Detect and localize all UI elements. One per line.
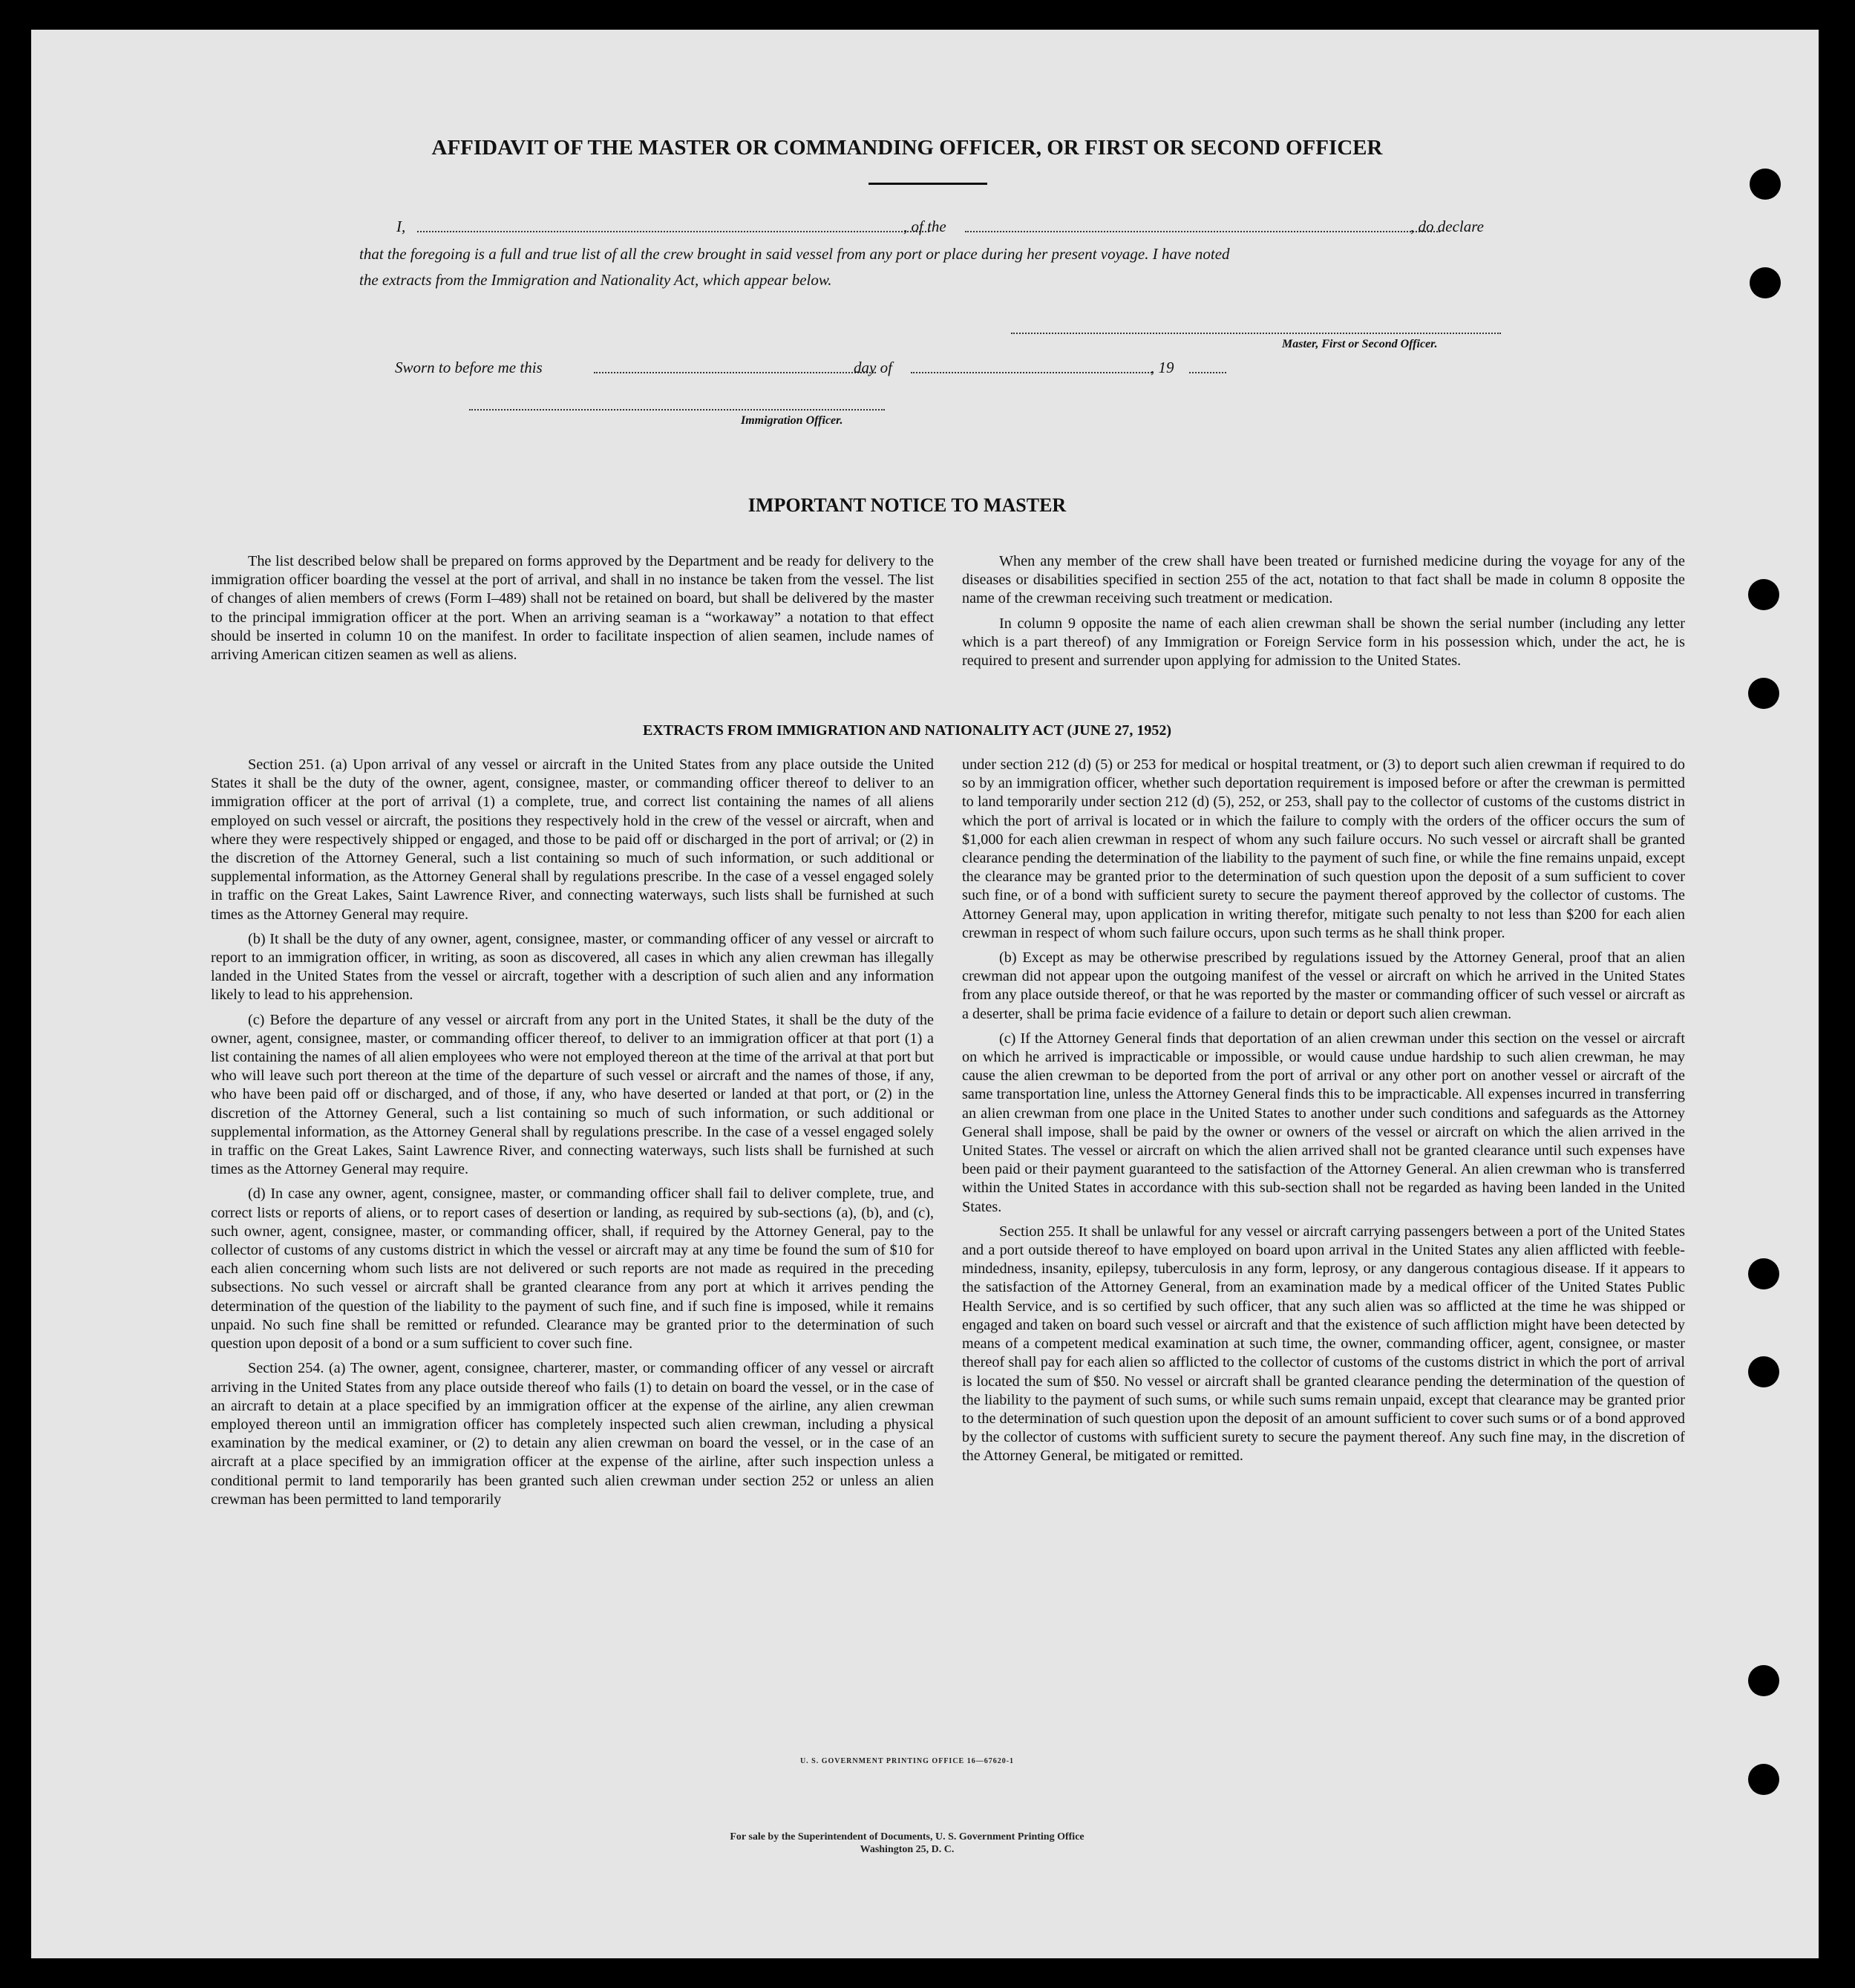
act-paragraph: (d) In case any owner, agent, consignee, master, or commanding officer shall fail to deliver complete, true, and correct lists or reports of aliens, or to report cases of desertion or landing, as required by sub-sections (a), (b), and (c), such owner, agent, consignee, master, or commanding officer, shall, if required by the Attorney General, pay to the collector of customs of any customs district in which the vessel or aircraft may at any time be found the sum of $10 for each alien concerning whom such lists are not delivered or such reports are not made as required in the preceding subsections. No such vessel or aircraft shall be granted clearance from any port at which it arrives pending the determination of the question of the liability to the payment of such fine, and if such fine is imposed, while it remains unpaid. No such fine shall be remitted or refunded. Clearance may be granted prior to the determination of such question upon deposit of a bond or a sum sufficient to cover such fine. xyxy=(211,1186,934,1353)
act-paragraph: Section 254. (a) The owner, agent, consignee, charterer, master, or commanding officer of any vessel or aircraft arriving in the United States from any place outside thereof who fails (1) to detain on board the vessel, or in the case of an aircraft to detain at a place specified by an immigration officer at the expense of the airline, any alien crewman employed thereon until an immigration officer has completely inspected such alien crewman, including a physical examination by the medical examiner, or (2) to detain any alien crewman on board the vessel, or in the case of an aircraft at a place specified by an immigration officer at the expense of the airline, after such inspection unless a conditional permit to land temporarily has been granted such alien crewman under section 252 or unless an alien crewman has been permitted to land temporarily xyxy=(211,1360,934,1508)
binder-hole xyxy=(1748,579,1779,610)
title-rule xyxy=(868,183,987,185)
binder-hole xyxy=(1748,678,1779,709)
notice-paragraph: The list described below shall be prepared on forms approved by the Department and be ready for delivery to the immigration officer boarding the vessel at the port of arrival, and shall in no instance be taken from the vessel. The list of changes of alien members of crews (Form I–489) shall not be retained on board, but shall be delivered by the master to the principal immigration officer at the port. When an arriving seaman is a “workaway” a notation to that effect should be inserted in column 10 on the manifest. In order to facilitate inspection of alien seamen, include names of arriving American citizen seamen as well as aliens. xyxy=(211,553,934,664)
act-paragraph: (b) It shall be the duty of any owner, agent, consignee, master, or commanding officer of any vessel or aircraft to report to an immigration officer, in writing, as soon as discovered, all cases in which any alien crewman has illegally landed in the United States from the vessel or aircraft, together with a description of such alien and any information likely to lead to his apprehension. xyxy=(211,930,934,1004)
binder-hole xyxy=(1750,169,1781,200)
vessel-name-field[interactable] xyxy=(965,231,1440,232)
of-the-label: , of the xyxy=(903,218,946,235)
notice-left-column xyxy=(211,552,934,670)
act-paragraph: Section 251. (a) Upon arrival of any vessel or aircraft in the United States from any place outside the United States it shall be the duty of the owner, agent, consignee, master, or commanding officer thereof to deliver to an immigration officer at the port of arrival (1) a complete, true, and correct list containing the names of all aliens employed on such vessel or aircraft, the positions they respectively hold in the crew of the vessel or aircraft, when and where they were respectively shipped or engaged, and those to be paid off or discharged in the port of arrival; or (2) in the discretion of the Attorney General, such a list containing so much of such information, or such additional or supplemental information, as the Attorney General shall by regulations prescribe. In the case of a vessel engaged solely in traffic on the Great Lakes, Saint Lawrence River, and connecting waterways, such lists shall be furnished at such times as the Attorney General may require. xyxy=(211,756,934,923)
extracts-right-column xyxy=(962,756,1685,1472)
binder-hole xyxy=(1748,1764,1779,1795)
sworn-year-field[interactable] xyxy=(1189,372,1226,373)
binder-hole xyxy=(1750,267,1781,298)
printing-office-imprint: U. S. GOVERNMENT PRINTING OFFICE 16—67620-1 xyxy=(799,1757,1015,1765)
act-paragraph: (b) Except as may be otherwise prescribed by regulations issued by the Attorney General, proof that an alien crewman did not appear upon the outgoing manifest of the vessel or aircraft on which he arrived in the United States from any place outside thereof, or that he was reported by the master or commanding officer of such vessel or aircraft as a deserter, shall be prima facie evidence of a failure to detain or deport such alien crewman. xyxy=(962,949,1685,1022)
document-page xyxy=(31,30,1819,1958)
extracts-title: EXTRACTS FROM IMMIGRATION AND NATIONALITY ACT (JUNE 27, 1952) xyxy=(642,722,1172,739)
sworn-label: Sworn to before me this xyxy=(395,359,543,376)
notice-paragraph: In column 9 opposite the name of each alien crewman shall be shown the serial number (including any letter which is a part thereof) of any Immigration or Foreign Service form in his possession which, under the act, he is required to present and surrender upon applying for admission to the United States. xyxy=(962,615,1685,670)
officer-signature-label: Immigration Officer. xyxy=(741,414,843,427)
binder-hole xyxy=(1748,1356,1779,1387)
sworn-month-field[interactable] xyxy=(911,372,1152,373)
declaration-line-2: the extracts from the Immigration and Nationality Act, which appear below. xyxy=(359,271,832,289)
declarant-label: I, xyxy=(396,218,406,235)
affidavit-title: AFFIDAVIT OF THE MASTER OR COMMANDING OFFICER, OR FIRST OR SECOND OFFICER xyxy=(431,136,1383,160)
declarant-name-field[interactable] xyxy=(417,231,929,232)
sale-notice-line-1: For sale by the Superintendent of Documents, U. S. Government Printing Office xyxy=(730,1831,1084,1843)
notice-right-column xyxy=(962,552,1685,676)
binder-hole xyxy=(1748,1665,1779,1696)
act-paragraph: under section 212 (d) (5) or 253 for medical or hospital treatment, or (3) to deport such alien crewman if required to do so by an immigration officer, whether such deportation requirement is imposed before or after the crewman is permitted to land temporarily under section 212 (d) (5), 252, or 253, shall pay to the collector of customs of the customs district in which the port of arrival is located or in which the failure to comply with the orders of the officer occurs the sum of $1,000 for each alien crewman in respect of whom any such failure occurs. No such vessel or aircraft shall be granted clearance pending the determination of the liability to the payment of such fine, or while the fine remains unpaid, except the clearance may be granted prior to the determination of such question upon the deposit of a sum sufficient to cover such fine, or of a bond with sufficient surety to secure the payment thereof approved by the collector of customs. The Attorney General may, upon application in writing therefor, mitigate such penalty to not less than $200 for each alien crewman in respect of whom such failure occurs, upon such terms as he shall think proper. xyxy=(962,756,1685,941)
sale-notice xyxy=(31,1831,1783,1856)
act-paragraph: (c) If the Attorney General finds that deportation of an alien crewman under this section on the vessel or aircraft on which he arrived is impracticable or impossible, or would cause undue hardship to such alien crewman, he may cause the alien crewman to be deported from the port of arrival or any other port on another vessel or aircraft of the same transportation line, unless the Attorney General finds this to be impracticable. All expenses incurred in transferring an alien crewman from one place in the United States to another under such conditions and safeguards as the Attorney General shall impose, shall be paid by the owner or owners of the vessel or aircraft on which the alien arrived in the United States. The vessel or aircraft on which the alien arrived shall not be granted clearance until such expenses have been paid or their payment guaranteed to the satisfaction of the Attorney General. An alien crewman who is transferred within the United States in accordance with this sub-section shall not be regarded as having been landed in the United States. xyxy=(962,1030,1685,1215)
act-paragraph: (c) Before the departure of any vessel or aircraft from any port in the United States, it shall be the duty of the owner, agent, consignee, master, or commanding officer thereof, to deliver to an immigration officer at that port (1) a list containing the names of all alien employees who were not employed thereon at the time of the arrival at that port but who will leave such port thereon at the time of the departure of such vessel or aircraft and the names of those, if any, who have been paid off or discharged, and of those, if any, who have deserted or landed at that port, or (2) in the discretion of the Attorney General, such a list containing so much of such information, or such additional or supplemental information, as the Attorney General shall by regulations prescribe. In the case of a vessel engaged solely in traffic on the Great Lakes, Saint Lawrence River, and connecting waterways, such lists shall be furnished at such times as the Attorney General may require. xyxy=(211,1011,934,1178)
notice-paragraph: When any member of the crew shall have been treated or furnished medicine during the voyage for any of the diseases or disabilities specified in section 255 of the act, notation to that fact shall be made in column 8 opposite the name of the crewman receiving such treatment or medication. xyxy=(962,553,1685,607)
officer-signature-field[interactable] xyxy=(469,409,885,411)
declaration-line-1: that the foregoing is a full and true list of all the crew brought in said vessel from any port or place during her present voyage. I have noted xyxy=(359,245,1230,263)
notice-title: IMPORTANT NOTICE TO MASTER xyxy=(747,494,1067,516)
master-signature-label: Master, First or Second Officer. xyxy=(1282,338,1438,350)
act-paragraph: Section 255. It shall be unlawful for any vessel or aircraft carrying passengers between a port of the United States and a port outside thereof to have employed on board upon arrival in the United States any alien afflicted with feeble-mindedness, insanity, epilepsy, tuberculosis in any form, leprosy, or any dangerous contagious disease. If it appears to the satisfaction of the Attorney General, from an examination made by a medical officer of the United States Public Health Service, and is so certified by such officer, that any such alien was so afflicted at the time he was shipped or engaged and taken on board such vessel or aircraft and that the existence of such affliction might have been detected by means of a competent medical examination at such time, the owner, commanding officer, agent, consignee, or master thereof shall pay for each alien so afflicted to the collector of customs of the customs district in which the port of arrival is located the sum of $50. No vessel or aircraft shall be granted clearance pending the determination of the question of the liability to the payment of such sums, or while such sums remain unpaid, except that clearance may be granted prior to the determination of such question upon the deposit of an amount sufficient to cover such sums or of a bond approved by the collector of customs with sufficient surety to secure the payment thereof. Any such fine may, in the discretion of the Attorney General, be mitigated or remitted. xyxy=(962,1223,1685,1465)
master-signature-field[interactable] xyxy=(1011,333,1501,334)
do-declare-label: , do declare xyxy=(1410,218,1484,235)
extracts-left-column xyxy=(211,756,934,1515)
sworn-day-field[interactable] xyxy=(594,372,876,373)
year-label: , 19 xyxy=(1151,359,1174,376)
sale-notice-line-2: Washington 25, D. C. xyxy=(860,1844,955,1855)
day-of-label: day of xyxy=(854,359,892,376)
binder-hole xyxy=(1748,1258,1779,1289)
